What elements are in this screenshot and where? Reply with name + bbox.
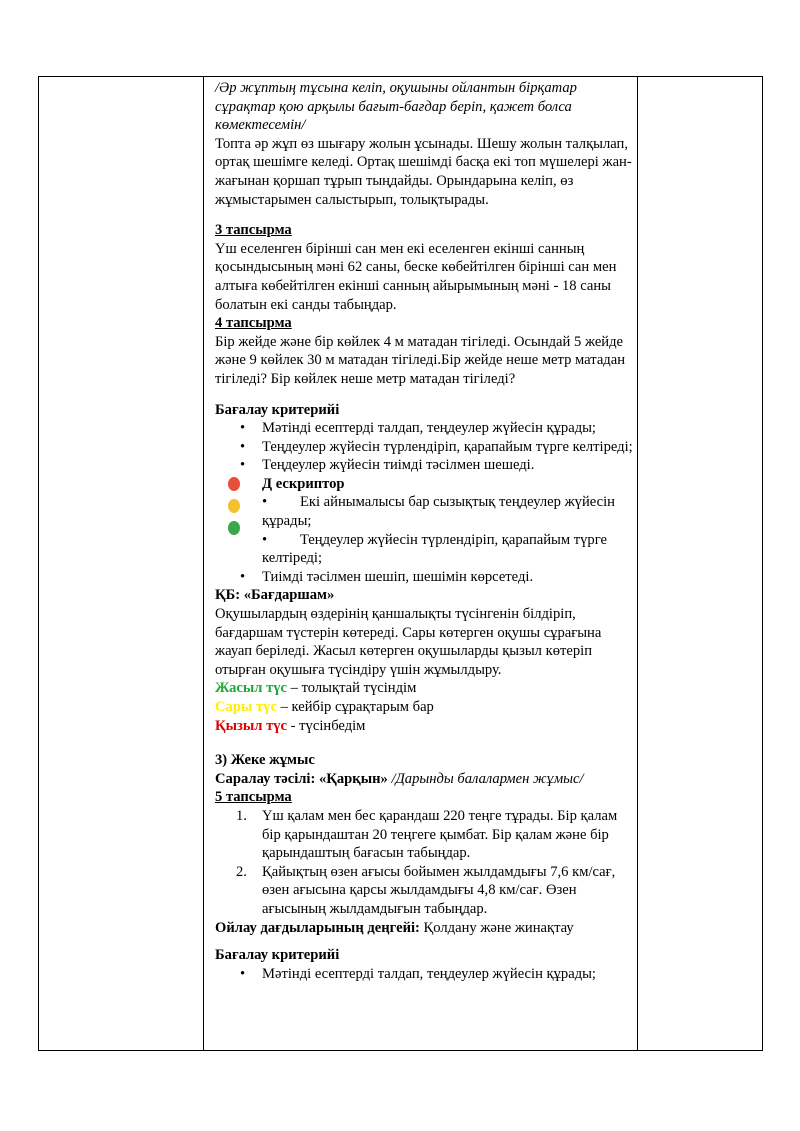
task5-item: 1. Үш қалам мен бес қарандаш 220 теңге тұрады. Бір қалам бір қарындаштан 20 теңгеге қымбат. Бір қалам және бір қарындаштың бағасын табыңдар. [236,807,618,862]
descriptor-item: • Тиімді тәсілмен шешіп, шешімін көрсетеді. [240,568,534,585]
descriptor-item: • Теңдеулер жүйесін түрлендіріп, қарапайым түрге келтіреді; [262,531,607,567]
task5-item: 2. Қайықтың өзен ағысы бойымен жылдамдығы 7,6 км/сағ, өзен ағысына қарсы жылдамдығы 4,8 км/сағ. Өзен ағысының жылдамдығын табыңдар. [236,863,616,917]
task4-title: 4 тапсырма [215,315,292,332]
individual-work-title: 3) Жеке жұмыс [215,752,315,769]
teacher-note: /Әр жұптың тұсына келіп, оқушыны ойлантын бірқатар сұрақтар қою арқылы бағыт-бағдар беріп, қажет болса көмектесемін/ [215,80,577,134]
descriptor-title: Д ескриптор [262,475,345,492]
lesson-content-cell [215,77,637,983]
criteria-item: • Теңдеулер жүйесін түрлендіріп, қарапайым түрге келтіреді; [240,438,633,455]
legend-red: Қызыл түс - түсінбедім [215,717,366,734]
task3-title: 3 тапсырма [215,222,292,239]
lesson-table [38,76,763,1051]
red-smiley-icon [228,477,240,491]
descriptor-block [215,475,637,568]
task5-title: 5 тапсырма [215,789,292,806]
differentiation-line: Саралау тәсілі: «Қарқын» /Дарынды балалармен жұмыс/ [215,770,584,787]
legend-green: Жасыл түс – толықтай түсіндім [215,680,417,697]
kb-text: Оқушылардың өздерінің қаншалықты түсінгенін білдіріп, бағдаршам түстерін көтереді. Сары көтерген оқушы сұрағына жауап беріледі. Жасыл көтерген оқушыларды қызыл көтеріп отырған оқушыға түсіндіру үшін жұмылдыру. [215,606,602,678]
green-smiley-icon [228,521,240,535]
criteria2-title: Бағалау критерийі [215,947,340,964]
criteria-item: • Теңдеулер жүйесін тиімді тәсілмен шешеді. [240,457,535,474]
thinking-level: Ойлау дағдыларының деңгейі: Қолдану және жинақтау [215,919,574,936]
legend-yellow: Сары түс – кейбір сұрақтарым бар [215,699,434,715]
yellow-smiley-icon [228,499,240,513]
criteria-item: • Мәтінді есептерді талдап, теңдеулер жүйесін құрады; [240,420,596,437]
task4-text: Бір жейде және бір көйлек 4 м матадан тігіледі. Осындай 5 жейде және 9 көйлек 30 м матадан тігіледі.Бір жейде неше метр матадан тігіледі? Бір көйлек неше метр матадан тігіледі? [215,333,626,387]
task3-text: Үш еселенген бірінші сан мен екі еселенген екінші санның қосындысының мәні 62 саны, беске көбейтілген бірінші сан мен алтыға көбейтілген екінші санның айырымының мәні - 18 саны болатын екі санды табыңдар. [215,240,617,313]
criteria2-item: • Мәтінді есептерді талдап, теңдеулер жүйесін құрады; [240,965,596,982]
criteria-title: Бағалау критерийі [215,401,340,418]
column-divider-right [637,77,638,1050]
descriptor-item: • Екі айнымалысы бар сызықтық теңдеулер жүйесін құрады; [262,494,615,530]
kb-title: ҚБ: «Бағдаршам» [215,587,335,604]
group-work-text: Топта әр жұп өз шығару жолын ұсынады. Шешу жолын талқылап, ортақ шешімге келеді. Ортақ шешімді басқа екі топ мүшелері жан-жағынан қоршап тұрып тыңдайды. Орындарына келіп, өз жұмыстарымен салыстырып, толықтырады. [215,135,632,208]
column-divider-left [203,77,204,1050]
